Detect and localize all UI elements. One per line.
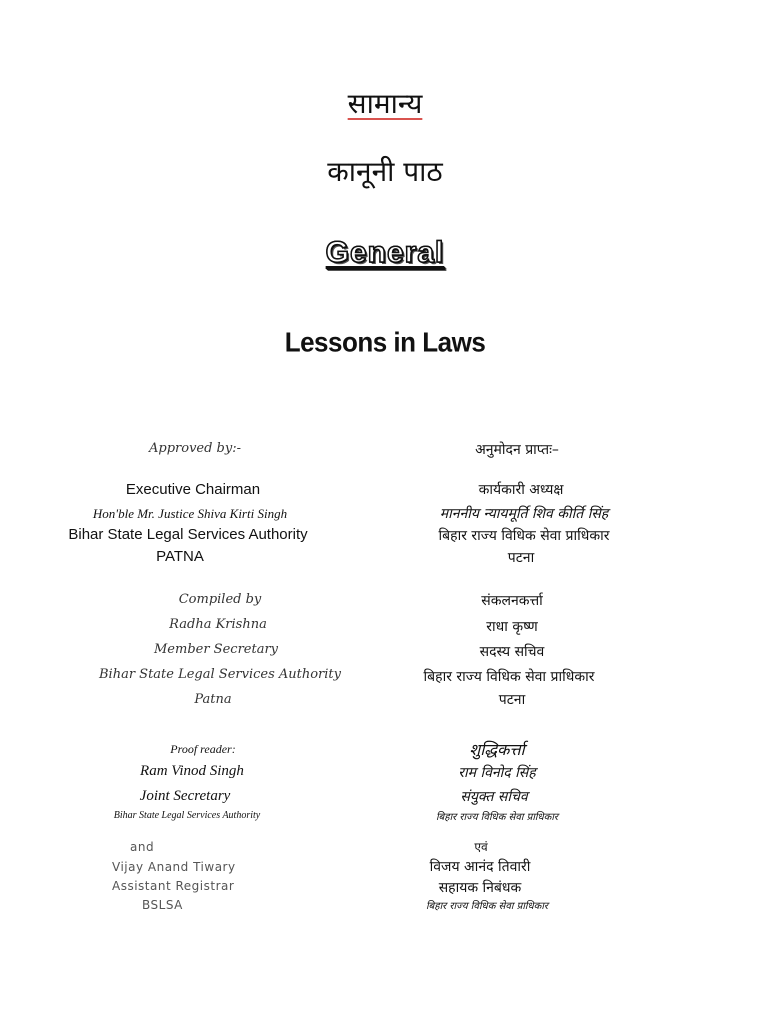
hindi-title-line2: कानूनी पाठ [327,155,443,188]
city-name: PATNA [156,548,204,565]
compiled-by-label-hindi: संकलनकर्त्ता [481,593,543,609]
second-proof-org: BSLSA [142,898,183,912]
approved-by-label: Approved by:- [148,441,242,456]
proof-reader-org-hindi: बिहार राज्य विधिक सेवा प्राधिकार [435,812,559,823]
authority-name-hindi: बिहार राज्य विधिक सेवा प्राधिकार [438,528,610,544]
compiler-city: Patna [194,692,232,707]
compiler-role-hindi: सदस्य सचिव [479,644,545,660]
proof-reader-name-hindi: राम विनोद सिंह [458,765,536,781]
proof-reader-role-hindi: संयुक्त सचिव [460,789,528,805]
second-proof-name-hindi: विजय आनंद तिवारी [429,859,531,875]
proof-reader-label-hindi: शुद्धिकर्त्ता [469,740,525,759]
second-proof-role: Assistant Registrar [112,879,235,893]
second-proof-name: Vijay Anand Tiwary [112,860,236,874]
city-name-hindi: पटना [507,550,535,566]
compiled-by-label: Compiled by [178,592,262,607]
authority-name: Bihar State Legal Services Authority [68,526,308,543]
approved-by-label-hindi: अनुमोदन प्राप्तः– [475,442,559,458]
proof-reader-label: Proof reader: [170,742,236,756]
and-label-hindi: एवं [474,840,488,854]
chairman-title-hindi: कार्यकारी अध्यक्ष [478,482,564,498]
compiler-role: Member Secretary [153,642,279,657]
proof-reader-role: Joint Secretary [139,788,231,804]
english-title-lessons: Lessons in Laws [284,325,486,359]
proof-reader-org: Bihar State Legal Services Authority [113,810,261,821]
compiler-org-hindi: बिहार राज्य विधिक सेवा प्राधिकार [423,669,595,685]
second-proof-org-hindi: बिहार राज्य विधिक सेवा प्राधिकार [425,901,549,912]
second-proof-role-hindi: सहायक निबंधक [438,880,522,896]
chairman-name: Hon'ble Mr. Justice Shiva Kirti Singh [92,506,288,521]
compiler-org: Bihar State Legal Services Authority [98,667,342,682]
and-label: and [130,840,155,854]
proof-reader-name: Ram Vinod Singh [140,763,244,779]
compiler-name-hindi: राधा कृष्ण [486,619,538,635]
hindi-title-line1: सामान्य [347,87,423,120]
compiler-city-hindi: पटना [498,692,526,708]
compiler-name: Radha Krishna [169,617,267,632]
chairman-name-hindi: माननीय न्यायमूर्ति शिव कीर्ति सिंह [439,506,609,522]
chairman-title: Executive Chairman [125,481,261,498]
english-title-general: General [325,236,445,269]
